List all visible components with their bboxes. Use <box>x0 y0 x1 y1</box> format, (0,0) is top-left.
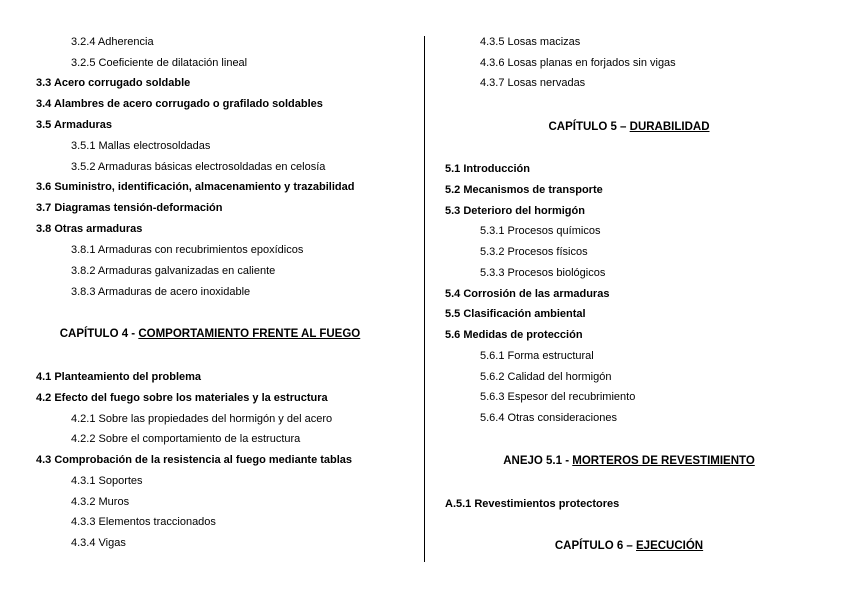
chapter-title: EJECUCIÓN <box>636 540 704 552</box>
toc-subentry: 4.2.2 Sobre el comportamiento de la estructura <box>71 433 301 445</box>
annex-prefix: ANEJO 5.1 - <box>503 455 573 467</box>
chapter-heading <box>0 327 420 341</box>
toc-section: 5.4 Corrosión de las armaduras <box>445 288 610 300</box>
toc-section: 3.8 Otras armaduras <box>36 223 143 235</box>
toc-subentry: 4.3.6 Losas planas en forjados sin vigas <box>480 57 676 69</box>
toc-section: 3.7 Diagramas tensión-deformación <box>36 202 223 214</box>
toc-section: 4.3 Comprobación de la resistencia al fuego mediante tablas <box>36 454 353 466</box>
chapter-heading <box>430 539 828 553</box>
chapter-title: COMPORTAMIENTO FRENTE AL FUEGO <box>138 328 361 340</box>
toc-section: 3.3 Acero corrugado soldable <box>36 77 191 89</box>
chapter-heading <box>430 120 828 134</box>
toc-section: 5.1 Introducción <box>445 163 530 175</box>
toc-section: 5.2 Mecanismos de transporte <box>445 184 603 196</box>
toc-subentry: 4.2.1 Sobre las propiedades del hormigón y del acero <box>71 413 333 425</box>
annex-title: MORTEROS DE REVESTIMIENTO <box>572 455 755 467</box>
toc-section: A.5.1 Revestimientos protectores <box>445 498 620 510</box>
chapter-prefix: CAPÍTULO 6 – <box>554 540 637 552</box>
toc-section: 4.2 Efecto del fuego sobre los materiales y la estructura <box>36 392 328 404</box>
toc-subentry: 5.3.3 Procesos biológicos <box>480 267 606 279</box>
chapter-prefix: CAPÍTULO 5 – <box>548 121 630 133</box>
toc-subentry: 3.2.4 Adherencia <box>71 36 154 48</box>
chapter-prefix: CAPÍTULO 4 - <box>59 328 139 340</box>
toc-subentry: 4.3.5 Losas macizas <box>480 36 581 48</box>
toc-subentry: 5.6.4 Otras consideraciones <box>480 412 617 424</box>
toc-subentry: 5.6.2 Calidad del hormigón <box>480 371 612 383</box>
toc-subentry: 3.8.3 Armaduras de acero inoxidable <box>71 286 251 298</box>
toc-subentry: 5.6.1 Forma estructural <box>480 350 594 362</box>
toc-subentry: 3.8.1 Armaduras con recubrimientos epoxídicos <box>71 244 304 256</box>
toc-section: 3.5 Armaduras <box>36 119 113 131</box>
toc-section: 3.6 Suministro, identificación, almacenamiento y trazabilidad <box>36 181 355 193</box>
toc-subentry: 3.5.1 Mallas electrosoldadas <box>71 140 211 152</box>
toc-section: 4.1 Planteamiento del problema <box>36 371 202 383</box>
toc-subentry: 4.3.4 Vigas <box>71 537 126 549</box>
toc-subentry: 3.2.5 Coeficiente de dilatación lineal <box>71 57 248 69</box>
toc-subentry: 3.5.2 Armaduras básicas electrosoldadas en celosía <box>71 161 326 173</box>
chapter-title: DURABILIDAD <box>629 121 710 133</box>
toc-subentry: 3.8.2 Armaduras galvanizadas en caliente <box>71 265 276 277</box>
toc-subentry: 5.3.2 Procesos físicos <box>480 246 588 258</box>
column-divider <box>424 36 425 562</box>
toc-section: 5.3 Deterioro del hormigón <box>445 205 585 217</box>
toc-section: 3.4 Alambres de acero corrugado o grafilado soldables <box>36 98 323 110</box>
toc-subentry: 4.3.3 Elementos traccionados <box>71 516 216 528</box>
toc-subentry: 4.3.7 Losas nervadas <box>480 77 586 89</box>
toc-subentry: 4.3.2 Muros <box>71 496 130 508</box>
toc-subentry: 5.3.1 Procesos químicos <box>480 225 601 237</box>
toc-subentry: 5.6.3 Espesor del recubrimiento <box>480 391 636 403</box>
toc-section: 5.5 Clasificación ambiental <box>445 308 586 320</box>
toc-section: 5.6 Medidas de protección <box>445 329 583 341</box>
toc-subentry: 4.3.1 Soportes <box>71 475 143 487</box>
annex-heading <box>430 454 828 468</box>
